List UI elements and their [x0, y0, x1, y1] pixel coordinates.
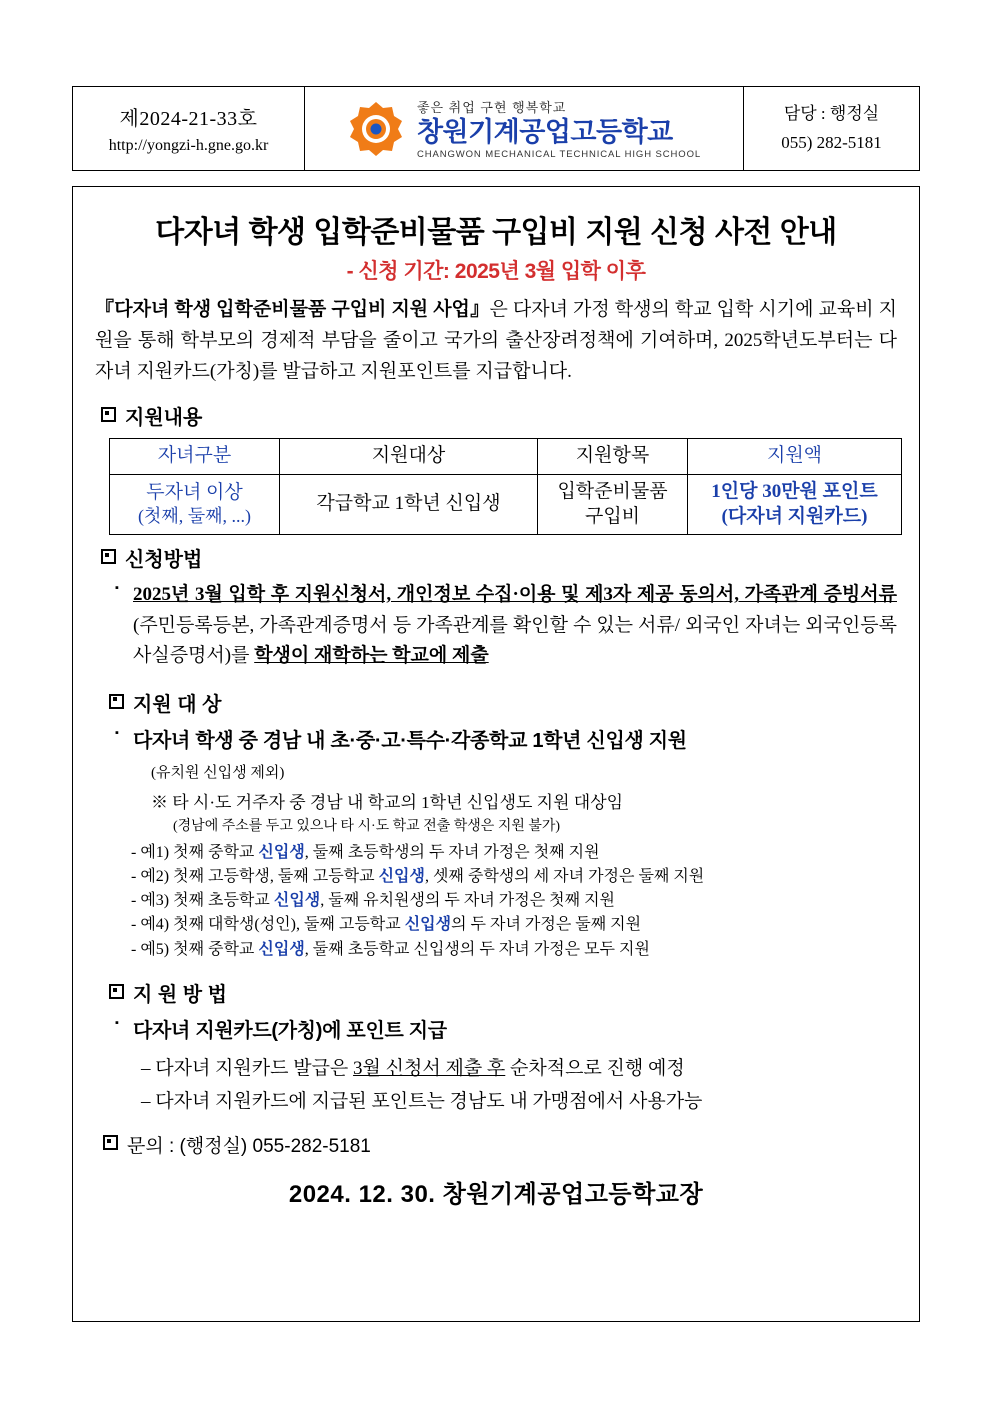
item-line2: 구입비	[584, 505, 641, 527]
document-header	[72, 86, 920, 171]
header-contact-block	[743, 87, 919, 170]
table-header-item: 지원항목	[538, 439, 688, 475]
school-slogan: 좋은 취업 구현 행복학교	[416, 100, 567, 116]
target-note-transfer: (경남에 주소를 두고 있으나 타 시·도 학교 전출 학생은 지원 불가)	[173, 818, 561, 834]
header-left-block	[73, 87, 305, 170]
amount-line2: (다자녀 지원카드)	[721, 505, 868, 527]
example-1-keyword: 신입생	[258, 843, 305, 861]
table-header-child-type: 자녀구분	[110, 439, 280, 475]
square-bullet-icon	[109, 984, 124, 999]
method-sub-bullet-2: – 다자녀 지원카드에 지급된 포인트는 경남도 내 가맹점에서 사용가능	[141, 1091, 703, 1113]
intro-program-name: 『다자녀 학생 입학준비물품 구입비 지원 사업』	[95, 299, 490, 320]
method-sub1-part-b: 순차적으로 진행 예정	[505, 1058, 685, 1080]
list-item	[131, 938, 897, 962]
example-5-prefix: - 예5) 첫째 중학교	[131, 940, 259, 958]
apply-method-part-b: (주민등록등본, 가족관계증명서 등 가족관계를 확인할 수 있는 서류/ 외국인 자녀는 외국인등록사실증명서)를	[133, 614, 897, 667]
square-bullet-icon	[101, 407, 116, 422]
example-2-keyword: 신입생	[378, 867, 425, 885]
section-heading-apply-method	[101, 543, 897, 572]
table-row	[110, 474, 902, 534]
example-1-prefix: - 예1) 첫째 중학교	[131, 843, 259, 861]
section-label-method: 지 원 방 법	[133, 984, 227, 1007]
school-title-block	[417, 97, 701, 159]
section-label-target: 지원 대 상	[133, 693, 222, 716]
signature-line: 2024. 12. 30. 창원기계공업고등학교장	[288, 1181, 704, 1209]
school-website-url[interactable]: http://yongzi-h.gne.go.kr	[108, 137, 269, 154]
section-heading-method	[109, 978, 897, 1007]
target-bullet: ▪ 다자녀 학생 중 경남 내 초·중·고·특수·각종학교 1학년 신입생 지원	[113, 725, 897, 757]
table-cell-child-type	[110, 474, 280, 534]
example-3-prefix: - 예3) 첫째 초등학교	[131, 892, 274, 910]
table-cell-item	[538, 474, 688, 534]
method-bullet: ▪ 다자녀 지원카드(가칭)에 포인트 지급	[113, 1015, 897, 1047]
inquiry-text: 문의 : (행정실) 055-282-5181	[127, 1136, 371, 1158]
contact-phone: 055) 282-5181	[781, 132, 882, 152]
gear-flower-logo-icon	[347, 100, 405, 158]
apply-method-text	[113, 580, 897, 671]
support-table	[109, 438, 902, 535]
example-4-keyword: 신입생	[404, 916, 452, 934]
amount-line1: 1인당 30만원 포인트	[711, 480, 878, 502]
method-sub1-part-a: – 다자녀 지원카드 발급은	[141, 1058, 354, 1080]
section-heading-support-content	[101, 401, 897, 430]
target-note-kindergarten: (유치원 신입생 제외)	[151, 764, 285, 781]
section-label-support-content: 지원내용	[125, 407, 203, 430]
example-4-suffix: 의 두 자녀 가정은 둘째 지원	[451, 916, 642, 934]
school-name-ko: 창원기계공업고등학교	[416, 117, 673, 148]
document-body	[72, 186, 920, 1322]
method-sub1-underline: 3월 신청서 제출 후	[353, 1058, 506, 1080]
table-header-row	[110, 439, 902, 475]
target-note-other-region: ※ 타 시·도 거주자 중 경남 내 학교의 1학년 신입생도 지원 대상임	[151, 792, 624, 812]
apply-method-part-c: 학생이 재학하는 학교에 제출	[254, 645, 489, 667]
example-2-prefix: - 예2) 첫째 고등학생, 둘째 고등학교	[131, 867, 379, 885]
list-item	[131, 865, 897, 889]
table-header-target: 지원대상	[280, 439, 538, 475]
example-5-suffix: , 둘째 초등학교 신입생의 두 자녀 가정은 모두 지원	[304, 940, 650, 958]
table-header-amount: 지원액	[688, 439, 902, 475]
square-bullet-icon	[109, 694, 124, 709]
table-cell-amount	[688, 474, 902, 534]
square-bullet-icon	[103, 1135, 118, 1150]
apply-method-part-a: 2025년 3월 입학 후 지원신청서, 개인정보 수집·이용 및 제3자 제공 동의서, 가족관계 증빙서류	[133, 584, 897, 606]
inquiry-line	[103, 1131, 897, 1158]
square-bullet-icon	[101, 549, 116, 564]
list-item	[131, 889, 897, 913]
method-sub-bullet-1	[141, 1053, 897, 1080]
section-label-apply-method: 신청방법	[125, 549, 203, 572]
contact-department: 담당 : 행정실	[783, 103, 880, 123]
example-1-suffix: , 둘째 초등학생의 두 자녀 가정은 첫째 지원	[304, 843, 600, 861]
example-3-keyword: 신입생	[273, 892, 321, 910]
school-name-en: CHANGWON MECHANICAL TECHNICAL HIGH SCHOOL	[416, 148, 702, 160]
example-4-prefix: - 예4) 첫째 대학생(성인), 둘째 고등학교	[131, 916, 405, 934]
intro-paragraph	[95, 295, 897, 387]
header-school-identity	[305, 87, 743, 170]
list-item	[131, 913, 897, 937]
document-number: 제2024-21-33호	[119, 108, 258, 130]
child-type-line2: (첫째, 둘째, ...)	[137, 506, 252, 527]
example-2-suffix: , 셋째 중학생의 세 자녀 가정은 둘째 지원	[424, 867, 705, 885]
intro-body-text: 은 다자녀 가정 학생의 학교 입학 시기에 교육비 지원을 통해 학부모의 경제적 부담을 줄이고 국가의 출산장려정책에 기여하며, 2025학년도부터는 다자녀 지원카드(가칭)를 발급하고 지원포인트를 지급합니다.	[95, 299, 897, 382]
example-5-keyword: 신입생	[258, 940, 305, 958]
example-list	[131, 841, 897, 963]
table-cell-target: 각급학교 1학년 신입생	[280, 474, 538, 534]
child-type-line1: 두자녀 이상	[146, 481, 243, 503]
application-period-subtitle: - 신청 기간: 2025년 3월 입학 이후	[346, 260, 646, 283]
page-title: 다자녀 학생 입학준비물품 구입비 지원 신청 사전 안내	[155, 216, 837, 249]
list-item	[131, 841, 897, 865]
example-3-suffix: , 둘째 유치원생의 두 자녀 가정은 첫째 지원	[320, 892, 615, 910]
section-heading-target	[109, 688, 897, 717]
item-line1: 입학준비물품	[557, 480, 668, 502]
